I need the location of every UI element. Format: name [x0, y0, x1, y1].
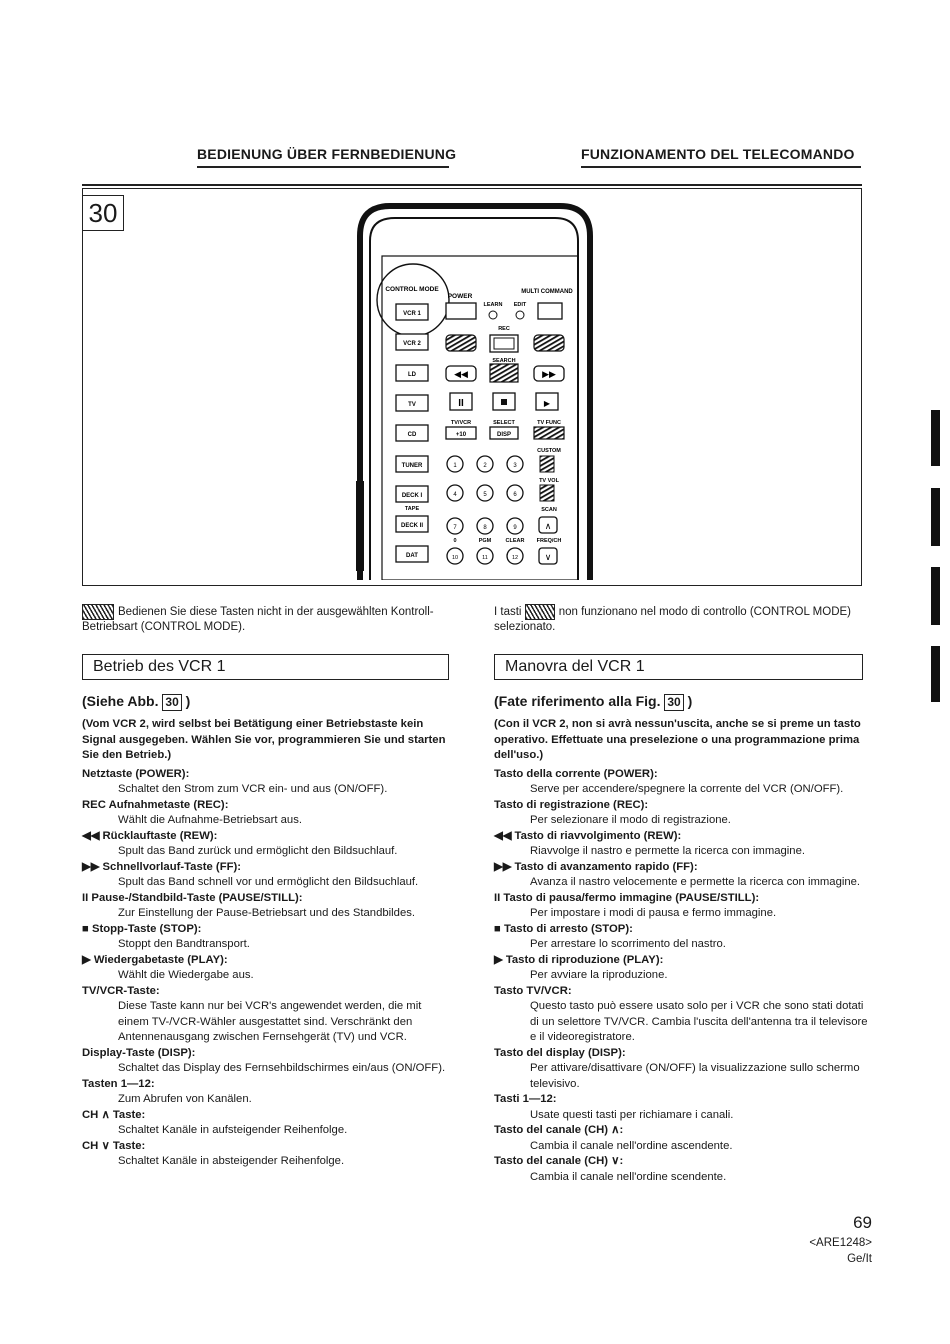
control-mode-highlight [377, 264, 449, 336]
margin-tab [931, 410, 940, 466]
button-description-item [494, 984, 868, 1046]
mode-buttons [396, 304, 428, 562]
stop-icon [501, 399, 507, 405]
number-keys [447, 456, 523, 564]
label-tv-vol: TV VOL [539, 478, 559, 484]
mode-button-label: VCR 1 [403, 311, 421, 317]
button-description-item [494, 1092, 868, 1123]
button-description: Cambia il canale nell'ordine ascendente. [530, 1139, 733, 1152]
column-de [82, 694, 454, 1170]
hatched-key-icon [525, 604, 555, 620]
ff-icon: ▶▶ [542, 369, 556, 379]
button-description: Questo tasto può essere usato solo per i VCR che sono stati dotati di un selettore TV/VCR. Cambia l'uscita dell'antenna tra il televisore e il videoregistratore. [530, 1000, 868, 1043]
figure-ref-number: 30 [162, 694, 181, 711]
margin-tab [931, 567, 940, 625]
hatched-button [490, 364, 518, 382]
svg-text:7: 7 [453, 525, 457, 531]
button-description-item [494, 953, 868, 984]
button-term: Tasto del canale (CH) ∨: [494, 1155, 624, 1167]
plus10-label: +10 [455, 432, 467, 438]
button-description-item [494, 767, 868, 798]
multi-command-button [538, 303, 562, 319]
svg-text:10: 10 [451, 555, 459, 561]
intro-text: (Vom VCR 2, wird selbst bei Betätigung einer Betriebstaste kein Signal ausgegeben. Wählen Sie vor, programmieren Sie und starten Sie den Betrieb.) [82, 718, 446, 761]
figure-top-rule [82, 184, 862, 186]
header-right-title: FUNZIONAMENTO DEL TELECOMANDO [581, 146, 855, 162]
mode-button-label: TUNER [401, 463, 423, 469]
mode-button-label: LD [408, 372, 416, 378]
hatched-button [446, 335, 476, 351]
rew-icon: ◀◀ [454, 369, 468, 379]
learn-button [489, 311, 497, 319]
button-term: REC Aufnahmetaste (REC): [82, 798, 229, 811]
label-search: SEARCH [492, 358, 516, 364]
button-term: Tasto di registrazione (REC): [494, 798, 649, 811]
button-term: CH ∧ Taste: [82, 1108, 146, 1121]
button-list [494, 767, 868, 1186]
button-description-item [494, 1154, 868, 1185]
button-description-item [82, 891, 454, 922]
figure-number: 30 [82, 195, 124, 231]
label-select: SELECT [493, 420, 515, 426]
button-description: Schaltet den Strom zum VCR ein- und aus (ON/OFF). [118, 783, 388, 795]
button-term: ▶▶ Tasto di avanzamento rapido (FF): [494, 860, 698, 873]
button-description-item [82, 922, 454, 953]
button-description-item [82, 1108, 454, 1139]
button-description-item [494, 829, 868, 860]
button-description: Usate questi tasti per richiamare i canali. [530, 1108, 734, 1121]
button-description: Spult das Band schnell vor und ermöglicht den Bildsuchlauf. [118, 876, 419, 888]
label-control-mode: CONTROL MODE [385, 286, 439, 293]
button-description: Avanza il nastro velocemente e permette la ricerca con immagine. [530, 876, 861, 888]
hatched-button [540, 485, 554, 501]
button-term: ■ Tasto di arresto (STOP): [494, 922, 633, 935]
svg-text:5: 5 [483, 492, 487, 498]
margin-tab [931, 646, 940, 702]
figure-reference: (Fate riferimento alla Fig. 30 ) [494, 693, 693, 709]
label-tv-vcr: TV/VCR [450, 420, 472, 426]
label-rec: REC [498, 326, 510, 332]
button-description: Schaltet Kanäle in absteigender Reihenfolge. [118, 1155, 345, 1167]
svg-text:12: 12 [511, 555, 519, 561]
hatched-button [534, 335, 564, 351]
label-scan: SCAN [541, 507, 557, 513]
button-term: ▶ Tasto di riproduzione (PLAY): [494, 953, 664, 966]
label-zero: 0 [453, 538, 457, 544]
button-description-item [82, 953, 454, 984]
button-description: Per selezionare il modo di registrazione. [530, 814, 731, 826]
mode-button-label: VCR 2 [403, 341, 421, 347]
button-description: Serve per accendere/spegnere la corrente del VCR (ON/OFF). [530, 783, 844, 795]
button-term: CH ∨ Taste: [82, 1139, 146, 1152]
button-term: ◀◀ Tasto di riavvolgimento (REW): [494, 829, 682, 842]
button-description: Diese Taste kann nur bei VCR's angewendet werden, die mit einem TV-/VCR-Wähler ausgestattet sind. Verschränkt den Antennenausgang zwischen Fernsehgerät (TV) und VCR. [118, 1000, 422, 1043]
mode-button-label: DECK II [400, 523, 424, 529]
ch-down-icon: ∨ [544, 552, 552, 562]
button-term: II Pause-/Standbild-Taste (PAUSE/STILL): [82, 891, 303, 904]
hatched-key-icon [82, 604, 114, 620]
header-left-rule [197, 166, 449, 168]
button-term: Tasto del canale (CH) ∧: [494, 1124, 624, 1136]
edit-button [516, 311, 524, 319]
button-description-item [494, 1123, 868, 1154]
label-custom: CUSTOM [537, 448, 561, 454]
button-term: Netztaste (POWER): [82, 767, 190, 780]
label-multi-command: MULTI COMMAND [521, 289, 573, 295]
svg-text:3: 3 [513, 463, 517, 469]
button-description-item [82, 1046, 454, 1077]
button-term: Tasti 1—12: [494, 1093, 557, 1105]
svg-text:2: 2 [483, 463, 487, 469]
pause-icon: II [458, 398, 464, 409]
column-it [494, 694, 868, 1185]
label-pgm: PGM [478, 538, 492, 544]
button-term: Tasto della corrente (POWER): [494, 767, 658, 780]
label-tv-func: TV FUNC [537, 420, 561, 426]
remote-control-illustration [350, 196, 600, 580]
margin-tab [931, 488, 940, 546]
label-tape: TAPE [404, 506, 420, 512]
button-description: Per avviare la riproduzione. [530, 969, 668, 981]
label-power: POWER [447, 293, 473, 300]
button-description-item [82, 984, 454, 1046]
button-description: Wählt die Aufnahme-Betriebsart aus. [118, 814, 302, 826]
button-description-item [82, 860, 454, 891]
section-title-de: Betrieb des VCR 1 [82, 654, 449, 680]
button-description-item [494, 922, 868, 953]
svg-text:1: 1 [453, 463, 457, 469]
button-description-item [82, 1139, 454, 1170]
header-right-rule [581, 166, 861, 168]
button-description: Per arrestare lo scorrimento del nastro. [530, 938, 726, 950]
button-description: Wählt die Wiedergabe aus. [118, 969, 254, 981]
svg-text:11: 11 [482, 555, 488, 561]
button-term: ▶ Wiedergabetaste (PLAY): [82, 953, 228, 966]
hatched-button [534, 427, 564, 439]
button-description: Spult das Band zurück und ermöglicht den Bildsuchlauf. [118, 845, 398, 857]
mode-button-label: DECK I [401, 493, 423, 499]
button-description: Per attivare/disattivare (ON/OFF) la visualizzazione sullo schermo televisivo. [530, 1062, 860, 1090]
svg-text:8: 8 [483, 525, 487, 531]
mode-button-label: DAT [406, 553, 418, 559]
button-description-item [494, 798, 868, 829]
doc-code: <ARE1248> Ge/It [809, 1237, 872, 1265]
button-description: Zur Einstellung der Pause-Betriebsart und des Standbildes. [118, 907, 416, 919]
button-term: II Tasto di pausa/fermo immagine (PAUSE/STILL): [494, 891, 760, 904]
label-edit: EDIT [513, 302, 527, 308]
button-description: Cambia il canale nell'ordine scendente. [530, 1170, 727, 1183]
page-number: 69 [853, 1213, 872, 1232]
button-description-item [82, 829, 454, 860]
mode-button-label: CD [407, 432, 417, 438]
button-term: TV/VCR-Taste: [82, 984, 160, 997]
label-freq-ch: FREQ/CH [536, 538, 562, 544]
button-list [82, 767, 454, 1170]
caption-de: Bedienen Sie diese Tasten nicht in der ausgewählten Kontroll-Betriebsart (CONTROL MODE). [82, 604, 462, 635]
button-description: Per impostare i modi di pausa e fermo immagine. [530, 907, 777, 919]
button-description: Schaltet das Display des Fernsehbildschirmes ein/aus (ON/OFF). [118, 1062, 446, 1074]
intro-text: (Con il VCR 2, non si avrà nessun'uscita, anche se si preme un tasto operativo. Effettuate una preselezione o una programmazione prima dell'uso.) [494, 718, 861, 761]
button-term: Tasto del display (DISP): [494, 1046, 626, 1059]
power-button [446, 303, 476, 319]
mode-button-label: TV [408, 402, 416, 408]
button-term: Tasto TV/VCR: [494, 984, 572, 997]
button-description: Riavvolge il nastro e permette la ricerca con immagine. [530, 845, 806, 857]
svg-text:4: 4 [453, 492, 457, 498]
button-term: ▶▶ Schnellvorlauf-Taste (FF): [82, 860, 242, 873]
caption-it: I tasti non funzionano nel modo di controllo (CONTROL MODE) selezionato. [494, 604, 864, 635]
figure-ref-number: 30 [664, 694, 683, 711]
button-term: Tasten 1—12: [82, 1077, 155, 1090]
button-description: Zum Abrufen von Kanälen. [118, 1093, 252, 1105]
figure-reference: (Siehe Abb. 30 ) [82, 693, 191, 709]
button-term: Display-Taste (DISP): [82, 1046, 196, 1059]
section-title-it: Manovra del VCR 1 [494, 654, 863, 680]
button-description-item [494, 891, 868, 922]
hatched-button [540, 456, 554, 472]
button-description-item [82, 1077, 454, 1108]
button-description-item [82, 798, 454, 829]
button-description: Schaltet Kanäle in aufsteigender Reihenfolge. [118, 1124, 348, 1136]
button-description-item [494, 1046, 868, 1093]
label-learn: LEARN [483, 302, 503, 308]
disp-label: DISP [496, 432, 512, 438]
button-description-item [494, 860, 868, 891]
button-description-item [82, 767, 454, 798]
ch-up-icon: ∧ [544, 521, 552, 531]
label-clear: CLEAR [505, 538, 525, 544]
button-term: ◀◀ Rücklauftaste (REW): [82, 829, 218, 842]
button-term: ■ Stopp-Taste (STOP): [82, 922, 202, 935]
svg-text:9: 9 [513, 525, 517, 531]
play-icon: ▶ [543, 399, 551, 408]
button-description: Stoppt den Bandtransport. [118, 938, 250, 950]
svg-text:6: 6 [513, 492, 517, 498]
header-left-title: BEDIENUNG ÜBER FERNBEDIENUNG [197, 146, 457, 162]
